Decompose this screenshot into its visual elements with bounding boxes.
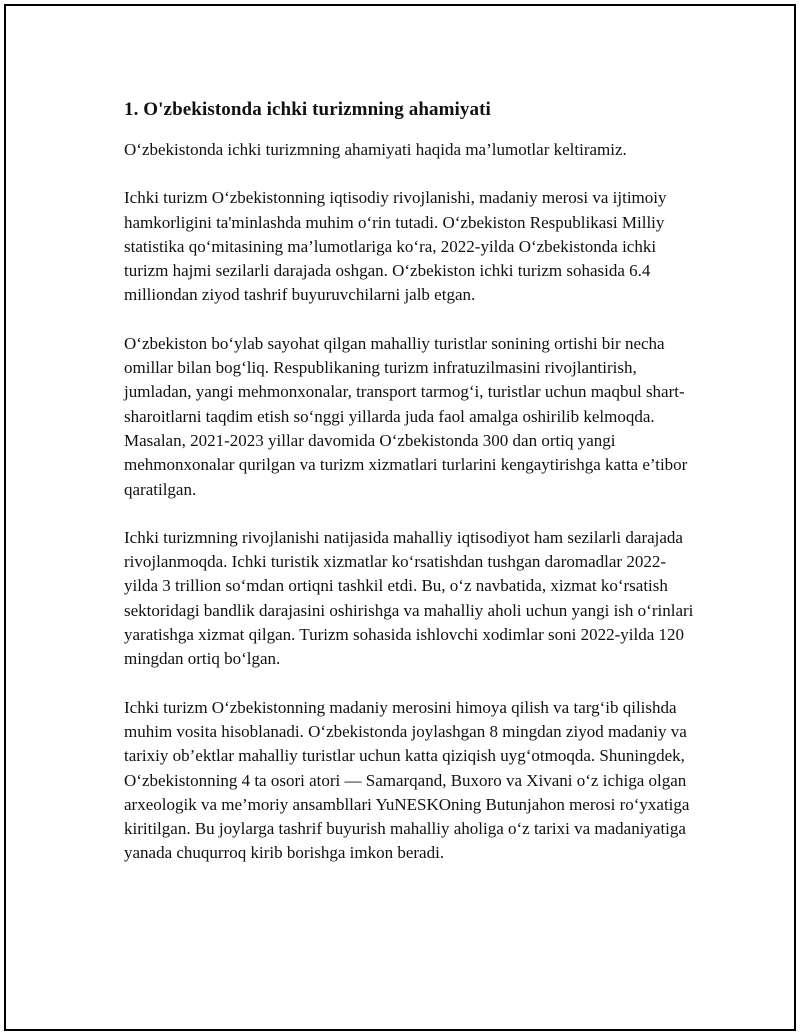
body-paragraph: Ichki turizm O‘zbekistonning madaniy merosini himoya qilish va targ‘ib qilishda muhim vosita hisoblanadi. O‘zbekistonda joylashgan 8 mingdan ziyod madaniy va tarixiy ob’ektlar mahalliy turistlar uchun katta qiziqish uyg‘otmoqda. Shuningdek, O‘zbekistonning 4 ta osori atori — Samarqand, Buxoro va Xivani o‘z ichiga olgan arxeologik va me’moriy ansambllari YuNESKOning Butunjahon merosi ro‘yxatiga kiritilgan. Bu joylarga tashrif buyurish mahalliy aholiga o‘z tarixi va madaniyatiga yanada chuqurroq kirib borishga imkon beradi. — [124, 697, 690, 863]
body-paragraph: Ichki turizmning rivojlanishi natijasida mahalliy iqtisodiyot ham sezilarli darajada rivojlanmoqda. Ichki turistik xizmatlar ko‘rsatishdan tushgan daromadlar 2022-yilda 3 trillion so‘mdan ortiqni tashkil etdi. Bu, o‘z navbatida, xizmat ko‘rsatish sektoridagi bandlik darajasini oshirishga va mahalliy aholi uchun yangi ish o‘rinlari yaratishga xizmat qilgan. Turizm sohasida ishlovchi xodimlar soni 2022-yilda 120 mingdan ortiq bo‘lgan. — [124, 527, 694, 669]
body-paragraph: O‘zbekiston bo‘ylab sayohat qilgan mahalliy turistlar sonining ortishi bir necha omillar bilan bog‘liq. Respublikaning turizm infratuzilmasini rivojlantirish, jumladan, yangi mehmonxonalar, transport tarmog‘i, turistlar uchun maqbul shart-sharoitlarni taqdim etish so‘nggi yillarda juda faol amalga oshirilib kelmoqda. Masalan, 2021-2023 yillar davomida O‘zbekistonda 300 dan ortiq yangi mehmonxonalar qurilgan va turizm xizmatlari turlarini kengaytirishga katta e’tibor qaratilgan. — [124, 333, 688, 499]
intro-paragraph: O‘zbekistonda ichki turizmning ahamiyati haqida ma’lumotlar keltiramiz. — [124, 140, 627, 159]
document-title: 1. O'zbekistonda ichki turizmning ahamiyati — [124, 99, 491, 120]
document-body — [124, 96, 694, 890]
body-paragraph: Ichki turizm O‘zbekistonning iqtisodiy rivojlanishi, madaniy merosi va ijtimoiy hamkorligini ta'minlashda muhim o‘rin tutadi. O‘zbekiston Respublikasi Milliy statistika qo‘mitasining ma’lumotlariga ko‘ra, 2022-yilda O‘zbekistonda ichki turizm hajmi sezilarli darajada oshgan. O‘zbekiston ichki turizm sohasida 6.4 milliondan ziyod tashrif buyuruvchilarni jalb etgan. — [124, 188, 667, 305]
document-page — [4, 4, 796, 1031]
